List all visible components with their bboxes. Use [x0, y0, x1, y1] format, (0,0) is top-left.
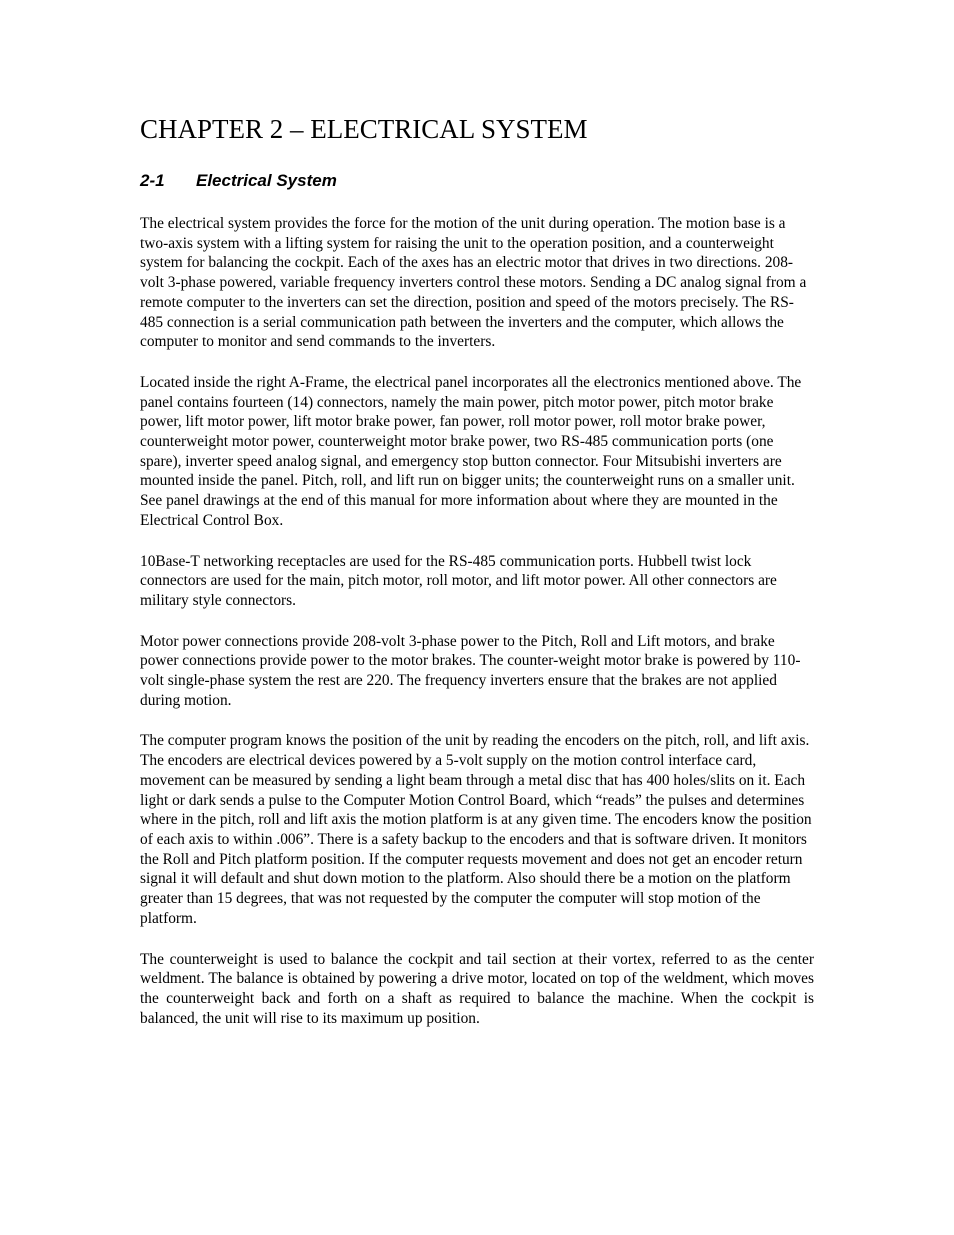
- paragraph-connectors: 10Base-T networking receptacles are used for the RS-485 communication ports. Hubbell twist lock connectors are used for the main, pitch motor, roll motor, and lift motor power. All other connectors are military style connectors.: [140, 552, 777, 609]
- paragraph-electrical-panel: Located inside the right A-Frame, the electrical panel incorporates all the electronics mentioned above. The panel contains fourteen (14) connectors, namely the main power, pitch motor power, pitch motor brake power, lift motor power, lift motor brake power, fan power, roll motor power, roll motor brake power, counterweight motor power, counterweight motor brake power, two RS-485 communication ports (one spare), inverter speed analog signal, and emergency stop button connector. Four Mitsubishi inverters are mounted inside the panel. Pitch, roll, and lift run on bigger units; the counterweight runs on a smaller unit. See panel drawings at the end of this manual for more information about where they are mounted in the Electrical Control Box.: [140, 373, 802, 529]
- paragraph-motor-power: Motor power connections provide 208-volt 3-phase power to the Pitch, Roll and Lift motors, and brake power connections provide power to the motor brakes. The counter-weight motor brake is powered by 110-volt single-phase system the rest are 220. The frequency inverters ensure that the brakes are not applied during motion.: [140, 632, 801, 709]
- section-number: 2-1: [140, 171, 165, 190]
- paragraph-electrical-overview: The electrical system provides the force for the motion of the unit during operation. The motion base is a two-axis system with a lifting system for raising the unit to the operation position, and a counterweight system for balancing the cockpit. Each of the axes has an electric motor that drives in two directions. 208-volt 3-phase powered, variable frequency inverters control these motors. Sending a DC analog signal from a remote computer to the inverters can set the direction, position and speed of the motors precisely. The RS-485 connection is a serial communication path between the inverters and the computer, which allows the computer to monitor and send commands to the inverters.: [140, 215, 807, 351]
- chapter-title: CHAPTER 2 – ELECTRICAL SYSTEM: [140, 114, 588, 144]
- paragraph-counterweight: The counterweight is used to balance the cockpit and tail section at their vortex, referred to as the center weldment. The balance is obtained by powering a drive motor, located on top of the weldment, which moves the counterweight back and forth on a shaft as required to balance the machine. When the cockpit is balanced, the unit will rise to its maximum up position.: [140, 950, 814, 1027]
- document-page: [140, 112, 814, 1028]
- paragraph-encoders: The computer program knows the position of the unit by reading the encoders on the pitch, roll, and lift axis. The encoders are electrical devices powered by a 5-volt supply on the motion control interface card, movement can be measured by sending a light beam through a metal disc that has 400 holes/slits on it. Each light or dark sends a pulse to the Computer Motion Control Board, which “reads” the pulses and determines where in the pitch, roll and lift axis the motion platform is at any given time. The encoders know the position of each axis to within .006”. There is a safety backup to the encoders and that is software driven. It monitors the Roll and Pitch platform position. If the computer requests movement and does not get an encoder return signal it will default and shut down motion to the platform. Also should there be a motion on the platform greater than 15 degrees, that was not requested by the computer the computer will stop motion of the platform.: [140, 732, 812, 927]
- section-title: Electrical System: [196, 171, 337, 190]
- section-heading: [140, 170, 814, 192]
